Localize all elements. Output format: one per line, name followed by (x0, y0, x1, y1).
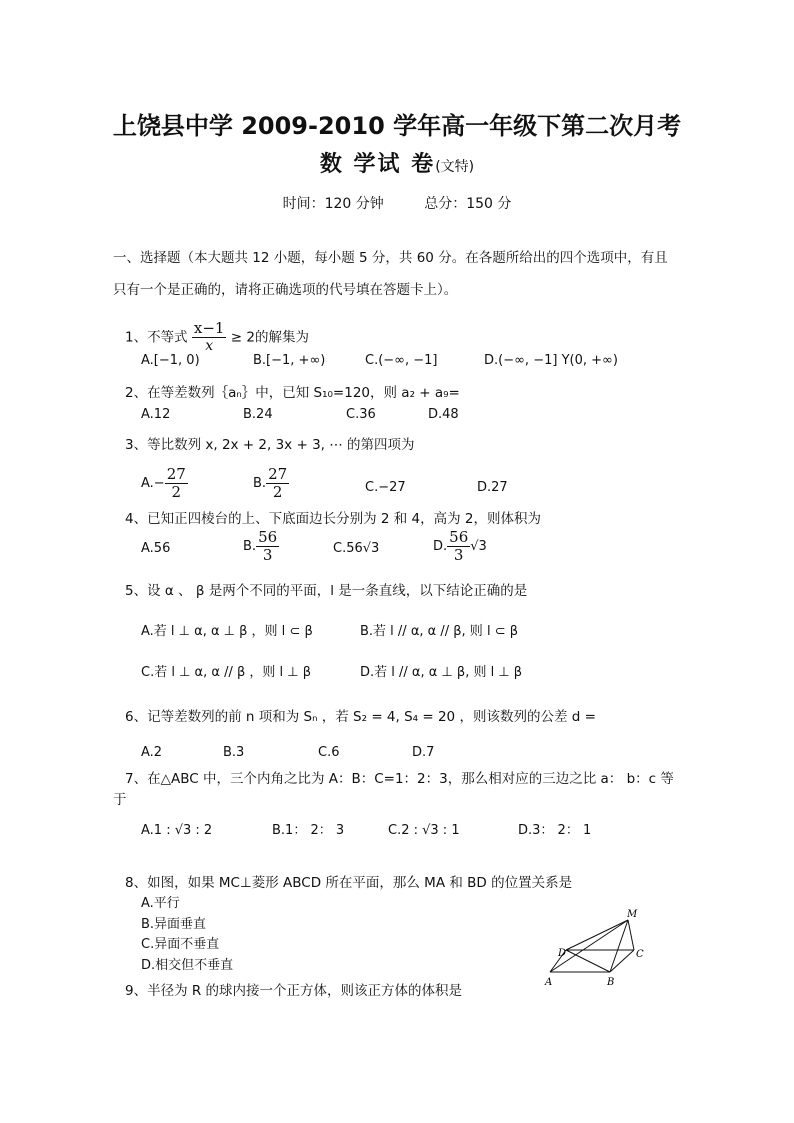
q4-option-b (243, 529, 279, 564)
q2-option-b: B.24 (243, 407, 273, 422)
q4-d-den: 3 (453, 546, 464, 564)
question-3: 3、等比数列 x, 2x + 2, 3x + 3, ⋯ 的第四项为 (125, 437, 415, 453)
figure-edge-bd (566, 950, 610, 972)
q1-fraction (192, 320, 227, 355)
question-4: 4、已知正四棱台的上、下底面边长分别为 2 和 4，高为 2，则体积为 (125, 511, 542, 527)
figure-edge-mc (628, 920, 634, 950)
question-2: 2、在等差数列｛aₙ｝中，已知 S₁₀=120，则 a₂ + a₉= (125, 385, 460, 401)
subject-text: 数 学试 卷 (319, 152, 436, 177)
q8-figure (540, 905, 650, 995)
q1-suffix: ≥ 2的解集为 (230, 329, 309, 346)
q2-option-d: D.48 (428, 407, 459, 422)
q3-option-c: C.−27 (365, 480, 406, 495)
q2-option-c: C.36 (346, 407, 376, 422)
figure-label-b: B (607, 977, 615, 988)
exam-subject (0, 147, 794, 178)
q4-d-suffix: √3 (470, 539, 487, 554)
exam-time: 时间：120 分钟 (282, 196, 384, 212)
q1-option-a: A.[−1, 0) (141, 353, 200, 368)
question-9: 9、半径为 R 的球内接一个正方体，则该正方体的体积是 (125, 983, 463, 999)
q1-num: x−1 (193, 319, 225, 337)
question-6: 6、记等差数列的前 n 项和为 Sₙ ，若 S₂ = 4, S₄ = 20 ，则该数列的公差 d = (125, 709, 596, 725)
q1-option-b: B.[−1, +∞) (253, 353, 326, 368)
q3-a-fraction (165, 466, 188, 501)
q5-option-c: C.若 l ⊥ α, α // β ，则 l ⊥ β (141, 665, 312, 680)
q3-b-prefix: B. (253, 476, 267, 491)
q7-option-b: B.1： 2： 3 (272, 823, 345, 838)
q4-option-a: A.56 (141, 541, 171, 556)
q5-option-d: D.若 l // α, α ⊥ β, 则 l ⊥ β (360, 665, 523, 680)
q3-option-d: D.27 (477, 480, 508, 495)
q7-option-a: A.1 : √3 : 2 (141, 823, 213, 838)
exam-title: 上饶县中学 2009-2010 学年高一年级下第二次月考 (112, 112, 682, 140)
section-instructions-line2: 只有一个是正确的，请将正确选项的代号填在答题卡上）。 (113, 282, 458, 298)
q3-a-den: 2 (171, 483, 182, 501)
q1-den: x (205, 338, 214, 354)
q4-option-c: C.56√3 (333, 541, 380, 556)
q4-option-d (433, 529, 487, 564)
question-8: 8、如图，如果 MC⊥菱形 ABCD 所在平面，那么 MA 和 BD 的位置关系是 (125, 875, 573, 891)
figure-label-m: M (627, 909, 638, 920)
subject-note: (文特) (435, 159, 475, 175)
q3-b-den: 2 (272, 483, 283, 501)
q6-option-c: C.6 (318, 745, 340, 760)
q2-option-a: A.12 (141, 407, 171, 422)
q3-b-num: 27 (268, 465, 288, 483)
q4-b-den: 3 (262, 546, 273, 564)
q6-option-d: D.7 (412, 745, 435, 760)
q5-option-b: B.若 l // α, α // β, 则 l ⊂ β (360, 624, 519, 639)
section-instructions-line1: 一、选择题（本大题共 12 小题，每小题 5 分，共 60 分。在各题所给出的四个选项中，有且 (113, 250, 668, 266)
q1-prefix: 1、不等式 (125, 329, 188, 346)
q3-a-num: 27 (166, 465, 186, 483)
q4-d-fraction (447, 529, 470, 564)
q1-option-c: C.(−∞, −1] (365, 353, 438, 368)
q6-option-b: B.3 (223, 745, 245, 760)
q4-b-fraction (256, 529, 279, 564)
q3-option-a (141, 466, 188, 501)
q8-option-d: D.相交但不垂直 (141, 958, 234, 973)
question-1 (125, 320, 309, 355)
exam-meta (0, 193, 794, 213)
question-7-line2: 于 (113, 792, 127, 808)
question-7-line1: 7、在△ABC 中，三个内角之比为 A：B：C=1：2：3，那么相对应的三边之比 a： b：c 等 (125, 771, 674, 787)
figure-edge-ma (550, 920, 628, 972)
q3-option-b (253, 466, 289, 501)
q5-option-a: A.若 l ⊥ α, α ⊥ β ，则 l ⊂ β (141, 624, 313, 639)
figure-label-c: C (636, 949, 644, 960)
q7-option-c: C.2 : √3 : 1 (388, 823, 460, 838)
q4-d-prefix: D. (433, 539, 448, 554)
q4-b-prefix: B. (243, 539, 257, 554)
figure-label-d: D (558, 948, 567, 959)
q6-option-a: A.2 (141, 745, 163, 760)
exam-score: 总分：150 分 (424, 196, 512, 212)
q4-d-num: 56 (449, 528, 469, 546)
question-5: 5、设 α 、 β 是两个不同的平面，l 是一条直线，以下结论正确的是 (125, 583, 528, 599)
q8-option-c: C.异面不垂直 (141, 937, 220, 952)
q8-option-b: B.异面垂直 (141, 917, 207, 932)
q8-option-a: A.平行 (141, 896, 180, 911)
q4-b-num: 56 (258, 528, 278, 546)
q3-a-prefix: A.− (141, 476, 165, 491)
figure-label-a: A (545, 977, 553, 988)
q1-option-d: D.(−∞, −1] Υ(0, +∞) (484, 353, 618, 368)
q3-b-fraction (266, 466, 289, 501)
q7-option-d: D.3： 2： 1 (518, 823, 592, 838)
